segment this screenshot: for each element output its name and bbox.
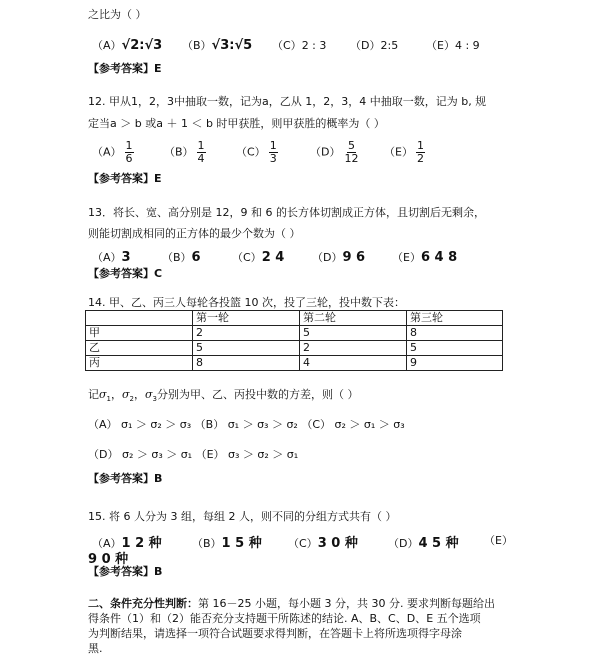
q12-option-a: （A） $\frac{1}{6}$ bbox=[92, 139, 133, 165]
q15-option-e-value: 9 0 种 bbox=[88, 552, 129, 567]
q15-stem: 15. 将 6 人分为 3 组，每组 2 人，则不同的分组方式共有（ ） bbox=[88, 510, 397, 523]
table-cell: 8 bbox=[407, 326, 503, 341]
q13-option-b: （B）6 bbox=[162, 250, 201, 265]
table-cell: 8 bbox=[193, 356, 300, 371]
q12-option-b: （B） $\frac{1}{4}$ bbox=[164, 139, 205, 165]
table-cell: 4 bbox=[300, 356, 407, 371]
q14-options-row1: （A） σ₁ ＞ σ₂ ＞ σ₃ （B） σ₁ ＞ σ₃ ＞ σ₂ （C） σ₂ ＞ σ₁ ＞ σ₃ bbox=[88, 418, 405, 431]
section2-line2: 得条件（1）和（2）能否充分支持题干所陈述的结论. A、B、C、D、E 五个选项 bbox=[88, 612, 481, 625]
q11-option-c: （C）2 : 3 bbox=[272, 39, 327, 52]
table-header-row bbox=[86, 311, 503, 326]
section2-line3: 为判断结果，请选择一项符合试题要求得判断，在答题卡上将所选项得字母涂 bbox=[88, 627, 462, 640]
fraction: $\frac{1}{3}$ bbox=[269, 139, 277, 165]
q11-option-d: （D）2:5 bbox=[350, 39, 399, 52]
q14-stem-line1: 14. 甲、乙、丙三人每轮各投篮 10 次，投了三轮，投中数下表： bbox=[88, 296, 405, 309]
q14-answer: 【参考答案】B bbox=[88, 472, 163, 485]
table-cell: 甲 bbox=[86, 326, 193, 341]
q15-answer: 【参考答案】B bbox=[88, 565, 163, 578]
table-cell: 2 bbox=[193, 326, 300, 341]
q12-answer: 【参考答案】E bbox=[88, 172, 162, 185]
section2-line1: 二、条件充分性判断：第 16－25 小题，每小题 3 分，共 30 分. 要求判断每题给出 bbox=[88, 597, 495, 610]
table-cell: 乙 bbox=[86, 341, 193, 356]
q13-option-e: （E）6 4 8 bbox=[392, 250, 458, 265]
q11-option-a: （A）√2:√3 bbox=[92, 38, 163, 53]
fraction: $\frac{1}{6}$ bbox=[125, 139, 133, 165]
q11-answer: 【参考答案】E bbox=[88, 62, 162, 75]
table-cell bbox=[86, 311, 193, 326]
table-cell: 第一轮 bbox=[193, 311, 300, 326]
table-cell: 5 bbox=[193, 341, 300, 356]
table-cell: 2 bbox=[300, 341, 407, 356]
q15-option-c: （C）3 0 种 bbox=[288, 536, 358, 551]
q14-stem-line2: 记$\sigma_1$，$\sigma_2$，$\sigma_3$分别为甲、乙、丙投中数的方差，则（ ） bbox=[88, 388, 359, 404]
fraction: $\frac{1}{4}$ bbox=[197, 139, 205, 165]
shots-table bbox=[85, 310, 503, 371]
q15-option-b: （B）1 5 种 bbox=[192, 536, 262, 551]
section2-line4: 黑. bbox=[88, 642, 103, 655]
section2-title: 二、条件充分性判断： bbox=[88, 597, 198, 610]
q11-option-b: （B）√3:√5 bbox=[182, 38, 253, 53]
q13-option-a: （A）3 bbox=[92, 250, 131, 265]
q11-stem-tail: 之比为（ ） bbox=[88, 8, 147, 21]
table-cell: 第三轮 bbox=[407, 311, 503, 326]
q15-option-e: （E） bbox=[484, 534, 513, 547]
q13-answer: 【参考答案】C bbox=[88, 267, 163, 280]
table-row bbox=[86, 356, 503, 371]
q12-option-d: （D） $\frac{5}{12}$ bbox=[310, 139, 359, 165]
q13-option-c: （C）2 4 bbox=[232, 250, 285, 265]
table-cell: 5 bbox=[407, 341, 503, 356]
q14-options-row2: （D） σ₂ ＞ σ₃ ＞ σ₁ （E） σ₃ ＞ σ₂ ＞ σ₁ bbox=[88, 448, 299, 461]
q12-stem-line2: 定当a ＞ b 或a ＋ 1 ＜ b 时甲获胜，则甲获胜的概率为（ ） bbox=[88, 117, 385, 130]
fraction: $\frac{1}{2}$ bbox=[416, 139, 424, 165]
fraction: $\frac{5}{12}$ bbox=[344, 139, 359, 165]
table-cell: 5 bbox=[300, 326, 407, 341]
q15-option-d: （D）4 5 种 bbox=[388, 536, 459, 551]
table-row bbox=[86, 341, 503, 356]
q12-option-e: （E） $\frac{1}{2}$ bbox=[384, 139, 424, 165]
q15-option-a: （A）1 2 种 bbox=[92, 536, 162, 551]
table-row bbox=[86, 326, 503, 341]
q12-option-c: （C） $\frac{1}{3}$ bbox=[236, 139, 277, 165]
table-cell: 9 bbox=[407, 356, 503, 371]
q13-stem-line2: 则能切割成相同的正方体的最少个数为（ ） bbox=[88, 227, 301, 240]
q13-option-d: （D）9 6 bbox=[312, 250, 366, 265]
table-cell: 第二轮 bbox=[300, 311, 407, 326]
q11-option-e: （E）4 : 9 bbox=[426, 39, 480, 52]
table-cell: 丙 bbox=[86, 356, 193, 371]
q13-stem-line1: 13．将长、宽、高分别是 12，9 和 6 的长方体切割成正方体，且切割后无剩余， bbox=[88, 206, 485, 219]
q12-stem-line1: 12. 甲从1，2，3中抽取一数，记为a，乙从 1，2，3，4 中抽取一数，记为 b, 规 bbox=[88, 95, 487, 108]
